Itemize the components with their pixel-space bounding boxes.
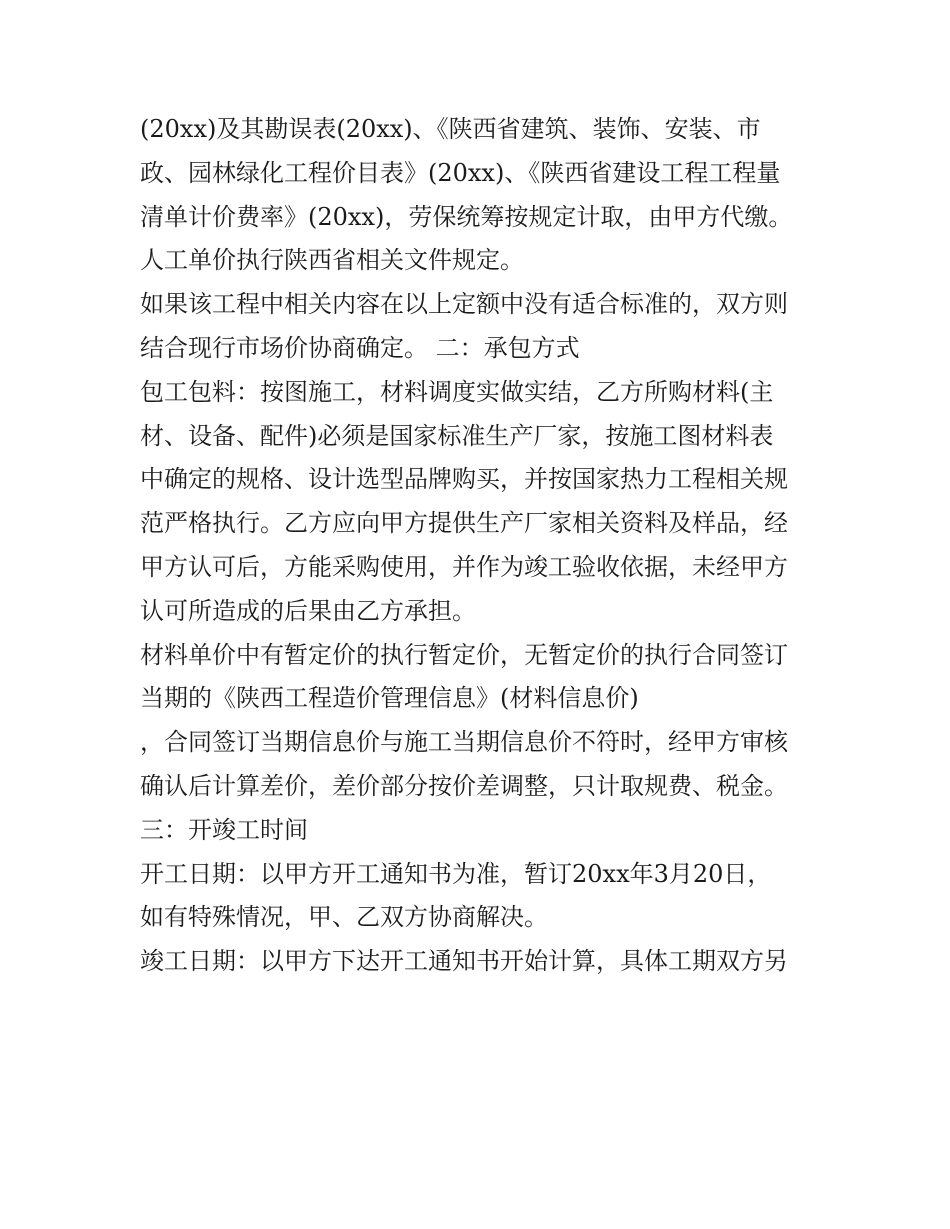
document-body xyxy=(140,108,820,984)
text-line: 如有特殊情况，甲、乙双方协商解决。 xyxy=(140,903,548,932)
text-line: 范严格执行。乙方应向甲方提供生产厂家相关资料及样品，经 xyxy=(140,509,788,538)
text-line: 清单计价费率》(20xx)，劳保统筹按规定计取，由甲方代缴。 xyxy=(140,202,793,231)
section-heading: 三：开竣工时间 xyxy=(140,815,308,844)
text-line: 确认后计算差价，差价部分按价差调整，只计取规费、税金。 xyxy=(140,771,788,800)
text-line: 认可所造成的后果由乙方承担。 xyxy=(140,596,476,625)
text-line: 当期的《陕西工程造价管理信息》(材料信息价) xyxy=(140,684,639,713)
text-line: 政、园林绿化工程价目表》(20xx)、《陕西省建设工程工程量 xyxy=(140,158,781,187)
text-line: 包工包料：按图施工，材料调度实做实结，乙方所购材料(主 xyxy=(140,377,774,406)
text-line: (20xx)及其勘误表(20xx)、《陕西省建筑、装饰、安装、市 xyxy=(140,115,761,143)
text-line: 甲方认可后，方能采购使用，并作为竣工验收依据，未经甲方 xyxy=(140,552,788,581)
text-line: 开工日期：以甲方开工通知书为准，暂订20xx年3月20日， xyxy=(140,859,772,888)
text-line: 结合现行市场价协商确定。 二：承包方式 xyxy=(140,333,580,362)
text-line: ，合同签订当期信息价与施工当期信息价不符时，经甲方审核 xyxy=(140,728,788,757)
text-line: 人工单价执行陕西省相关文件规定。 xyxy=(140,246,524,275)
text-line: 竣工日期：以甲方下达开工通知书开始计算，具体工期双方另 xyxy=(140,947,788,976)
text-line: 材料单价中有暂定价的执行暂定价，无暂定价的执行合同签订 xyxy=(140,640,788,669)
text-line: 如果该工程中相关内容在以上定额中没有适合标准的，双方则 xyxy=(140,290,788,319)
text-line: 中确定的规格、设计选型品牌购买，并按国家热力工程相关规 xyxy=(140,465,788,494)
text-line: 材、设备、配件)必须是国家标准生产厂家，按施工图材料表 xyxy=(140,421,774,450)
